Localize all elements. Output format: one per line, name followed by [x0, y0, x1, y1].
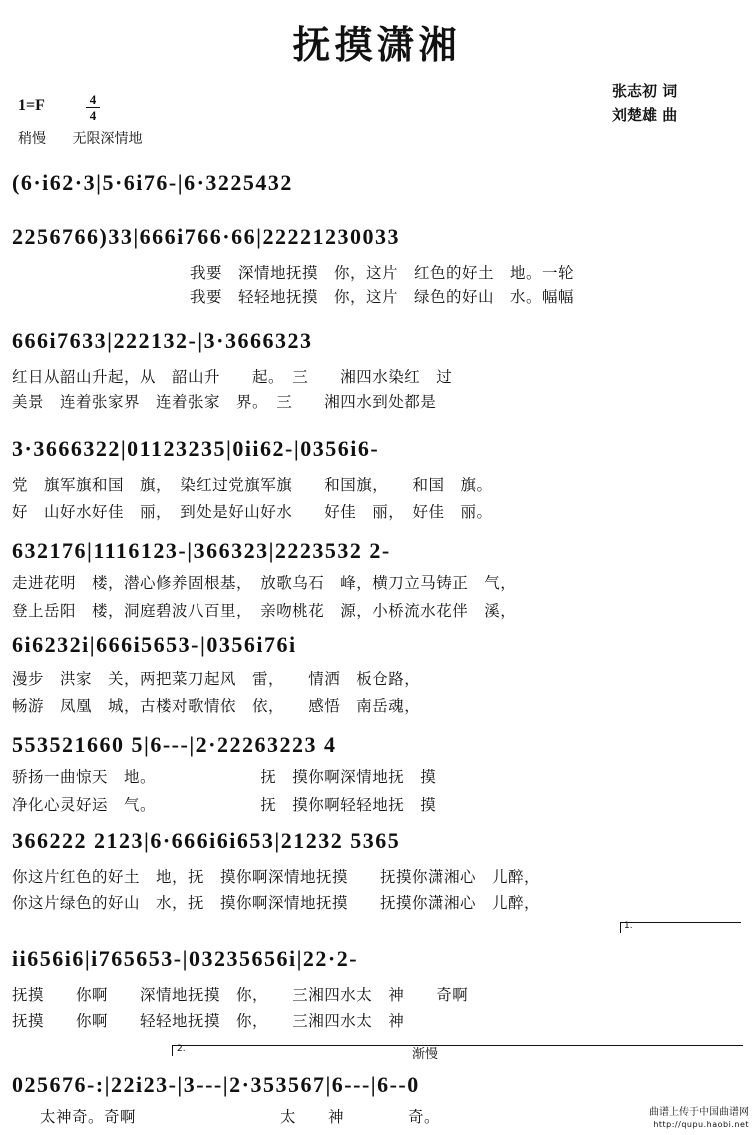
notation-row-7: 553521660 5|6---|2·22263223 4	[12, 732, 337, 757]
lyric-row-7-verse-2: 净化心灵好运 气。 抚 摸你啊轻轻地抚 摸	[12, 796, 437, 814]
site-watermark	[649, 1107, 749, 1131]
lyric-row-2-verse-1: 我要 深情地抚摸 你，这片 红色的好土 地。一轮	[190, 264, 575, 282]
time-signature-top: 4	[89, 92, 97, 107]
notation-row-10: 025676-:|22i23-|3---|2·353567|6---|6--0	[12, 1072, 420, 1097]
lyric-row-3-verse-2: 美景 连着张家界 连着张家 界。 三 湘四水到处都是	[12, 393, 437, 411]
lyric-row-6-verse-2: 畅游 凤凰 城，古楼对歌情依 依， 感悟 南岳魂，	[12, 697, 421, 715]
notation-row-1: (6·i62·3|5·6i76-|6·3225432	[12, 170, 293, 195]
lyricist-credit: 张志初 词	[612, 82, 678, 100]
composer-credit: 刘楚雄 曲	[612, 106, 678, 124]
lyric-row-4-verse-2: 好 山好水好佳 丽， 到处是好山好水 好佳 丽， 好佳 丽。	[12, 503, 493, 521]
volta-bracket-1	[620, 922, 741, 933]
lyric-row-10-verse-1: 太神奇。奇啊 太 神 奇。	[40, 1108, 441, 1126]
time-signature-bottom: 4	[86, 107, 100, 123]
tempo-speed: 稍慢	[18, 131, 46, 147]
volta-1-label: 1.	[624, 921, 633, 931]
lyric-row-3-verse-1: 红日从韶山升起，从 韶山升 起。 三 湘四水染红 过	[12, 368, 453, 386]
notation-row-5: 632176|1116123-|366323|2223532 2-	[12, 538, 391, 563]
song-title: 抚摸潇湘	[292, 23, 461, 67]
notation-row-8: 366222 2123|6·666i6i653|21232 5365	[12, 828, 401, 853]
time-signature	[86, 92, 100, 123]
lyric-row-2-verse-2: 我要 轻轻地抚摸 你，这片 绿色的好山 水。幅幅	[190, 288, 575, 306]
lyric-row-6-verse-1: 漫步 洪家 关，两把菜刀起风 雷， 情洒 板仓路，	[12, 670, 421, 688]
lyric-row-8-verse-2: 你这片绿色的好山 水，抚 摸你啊深情地抚摸 抚摸你潇湘心 儿醉，	[12, 894, 541, 912]
tempo-marking	[18, 128, 164, 148]
key-signature: 1=F	[18, 97, 45, 114]
lyric-row-7-verse-1: 骄扬一曲惊天 地。 抚 摸你啊深情地抚 摸	[12, 768, 437, 786]
watermark-text: 曲谱上传于中国曲谱网	[649, 1107, 749, 1118]
volta-2-label: 2.	[177, 1044, 186, 1054]
lyric-row-5-verse-1: 走进花明 楼，潜心修养固根基， 放歌乌石 峰，横刀立马铸正 气，	[12, 574, 517, 592]
notation-row-3: 666i7633|222132-|3·3666323	[12, 328, 313, 353]
watermark-url: http://qupu.haobi.net	[653, 1120, 749, 1129]
notation-row-2: 2256766)33|666i766·66|22221230033	[12, 224, 400, 249]
ritardando-marking: 渐慢	[412, 1047, 439, 1062]
lyric-row-9-verse-2: 抚摸 你啊 轻轻地抚摸 你， 三湘四水太 神	[12, 1012, 405, 1030]
lyric-row-4-verse-1: 党 旗军旗和国 旗， 染红过党旗军旗 和国旗， 和国 旗。	[12, 476, 493, 494]
notation-row-9: ii656i6|i765653-|03235656i|22·2-	[12, 946, 359, 971]
volta-bracket-2	[172, 1045, 743, 1056]
tempo-expression: 无限深情地	[72, 131, 143, 147]
lyric-row-9-verse-1: 抚摸 你啊 深情地抚摸 你， 三湘四水太 神 奇啊	[12, 986, 469, 1004]
lyric-row-8-verse-1: 你这片红色的好土 地，抚 摸你啊深情地抚摸 抚摸你潇湘心 儿醉，	[12, 868, 541, 886]
lyric-row-5-verse-2: 登上岳阳 楼，洞庭碧波八百里， 亲吻桃花 源，小桥流水花伴 溪，	[12, 602, 517, 620]
notation-row-4: 3·3666322|01123235|0ii62-|0356i6-	[12, 436, 380, 461]
notation-row-6: 6i6232i|666i5653-|0356i76i	[12, 632, 297, 657]
